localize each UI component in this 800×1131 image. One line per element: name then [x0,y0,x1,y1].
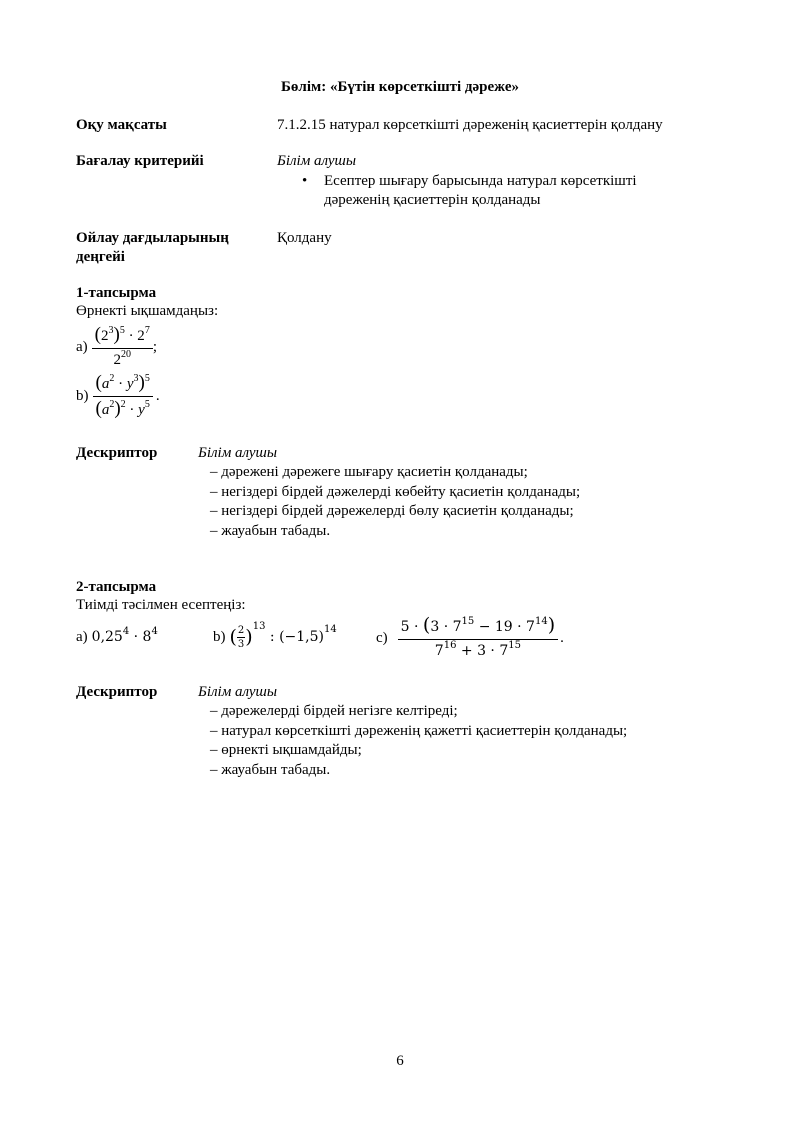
learning-goal-value: 7.1.2.15 натурал көрсеткішті дәреженің қасиеттерін қолдану [277,117,663,133]
task2-a-label: а) [76,628,88,645]
assessment-bullet-item [302,172,722,210]
task2-title: 2-тапсырма [76,579,157,595]
descriptor1-label: Дескриптор [76,445,158,461]
task2-a-expression: $0,25^4 \cdot 8^4$ [91,625,158,645]
task2-expr-b [213,614,337,660]
task2-expr-c [376,612,564,664]
task2-expr-a [76,614,158,660]
descriptor2-item: – натурал көрсеткішті дәреженің қажетті қасиеттерін қолданады; [210,722,628,739]
task2-c-label: c) [376,629,388,646]
descriptor2-intro: Білім алушы [198,684,278,700]
descriptor1-item: – жауабын табады. [210,522,331,539]
task2-c-fraction: $\frac{5 \cdot (3 \cdot 7^{15} - 19 \cdot 7^{14})}{7^{16} + 3 \cdot 7^{15}}$ [398,616,558,661]
descriptor1-intro: Білім алушы [198,445,278,461]
task1-expr-b [76,370,160,422]
descriptor2-item: – өрнекті ықшамдайды; [210,742,362,758]
task1-b-end: . [155,387,160,404]
assessment-label: Бағалау критерийі [76,153,204,169]
descriptor1-item: – негіздері бірдей дәрежелерді бөлу қасиетін қолданады; [210,503,574,519]
learning-goal-label: Оқу мақсаты [76,117,167,133]
page-number: 6 [396,1053,404,1069]
task1-a-end: ; [152,338,157,355]
assessment-bullet-line2: дәреженің қасиеттерін қолданады [324,192,541,208]
task1-title: 1-тапсырма [76,285,157,301]
descriptor1-item: – негіздері бірдей дәжелерді көбейту қасиетін қолданады; [210,483,581,500]
descriptor1-list [210,463,580,541]
task1-a-fraction: $\frac{(2^3)^5 \cdot 2^7}{2^{20}}$ [92,325,153,370]
assessment-intro: Білім алушы [277,153,357,169]
descriptor2-list [210,702,627,780]
task2-b-expression: ( $\frac{2}{3}$ ) $^{13}$ : (−1,5) $^{14}$ [229,621,337,650]
task1-expr-a [76,322,157,372]
thinking-label-line2: деңгейі [76,249,125,265]
descriptor2-item: – дәрежелерді бірдей негізге келтіреді; [210,703,458,719]
task1-a-label: а) [76,338,88,355]
assessment-bullet [302,172,722,210]
task1-b-label: b) [76,387,89,404]
task1-b-fraction: $\frac{(a^2 \cdot y^3)^5}{(a^2)^2 \cdot y^5}$ [93,373,153,420]
task2-instruction: Тиімді тәсілмен есептеңіз: [76,597,246,613]
descriptor2-item: – жауабын табады. [210,761,331,778]
thinking-label-line1: Ойлау дағдыларының [76,230,229,246]
thinking-value: Қолдану [277,230,332,246]
descriptor1-item: – дәрежені дәрежеге шығару қасиетін қолданады; [210,464,528,480]
assessment-bullet-line1: Есептер шығару барысында натурал көрсеткішті [324,173,637,189]
section-title: Бөлім: «Бүтін көрсеткішті дәреже» [280,79,519,95]
task2-c-end: . [560,629,564,646]
descriptor2-label: Дескриптор [76,684,158,700]
thinking-label [76,229,229,267]
task2-b-label: b) [213,628,226,645]
task1-instruction: Өрнекті ықшамдаңыз: [76,303,219,319]
